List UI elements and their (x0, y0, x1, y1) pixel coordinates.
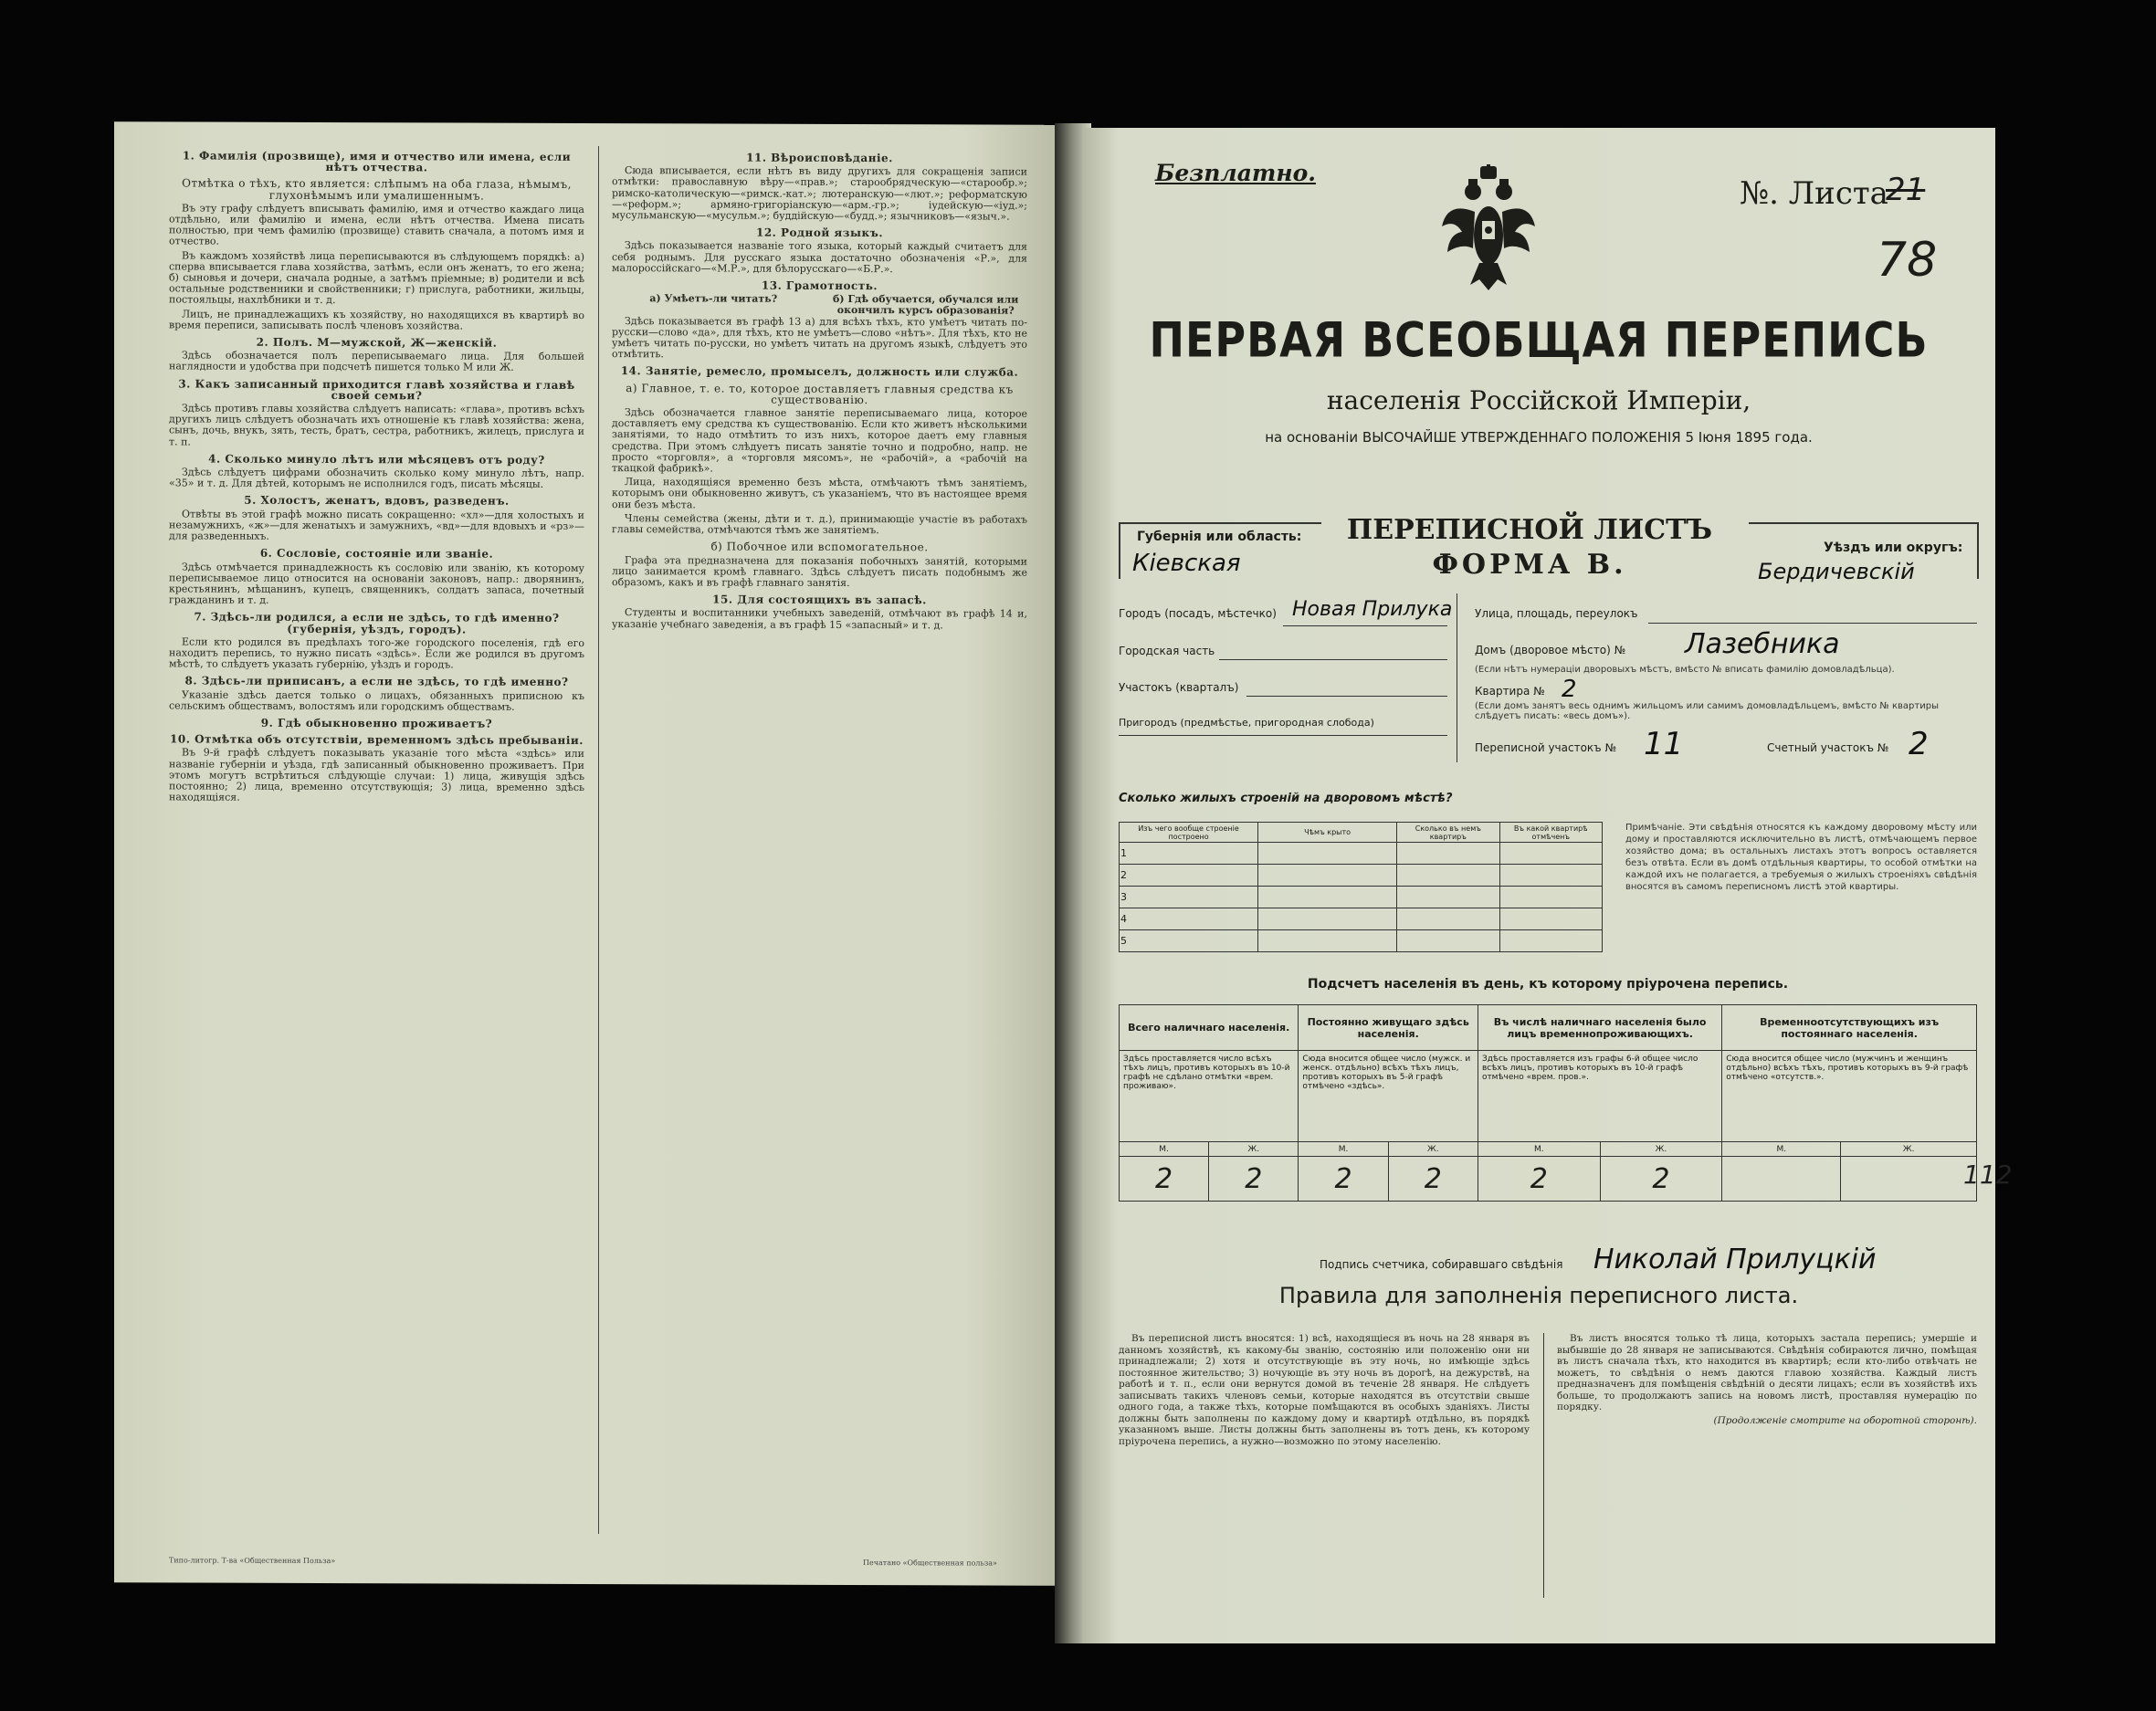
table-cell (1258, 865, 1397, 887)
table-cell (1397, 908, 1499, 930)
document-spread (87, 123, 1995, 1643)
paragraph: Сюда вписывается, если нѣтъ въ виду другихъ для сокращенія записи отмѣтки: православную вѣру—«прав.»; старообрядческую—«старообр.»; римско-католическую—«римск.-кат.»; лютеранскую—«лют.»; реформатскую—«реформ.»; армяно-григоріанскую—«арм.-гр.»; іудейскую—«іуд.»; мусульманскую—«мусульм.»; буддійскую—«будд.»; язычниковъ—«языч.». (612, 164, 1027, 223)
section-heading: 1. Фамилія (прозвище), имя и отчество или имена, если нѣтъ отчества. (182, 149, 572, 174)
paragraph: Здѣсь слѣдуетъ цифрами обозначить сколько кому минуло лѣтъ, напр. «35» и т. д. Для дѣтей, которымъ не исполнился годъ, писать мѣсяцы. (169, 466, 584, 491)
table-cell (1499, 865, 1602, 887)
section-heading: 6. Сословіе, состояніе или званіе. (259, 547, 494, 561)
section-heading: 5. Холостъ, женатъ, вдовъ, разведенъ. (244, 494, 510, 509)
table-header: Сколько въ немъ квартиръ (1397, 823, 1499, 843)
table-cell (1397, 887, 1499, 908)
tally-title: Подсчетъ населенія въ день, къ которому пріурочена перепись. (1307, 977, 1789, 992)
table-cell (1499, 887, 1602, 908)
paragraph: Въ переписной листъ вносятся: 1) всѣ, находящіеся въ ночь на 28 января въ данномъ хозяйствѣ, къ какому-бы званію, состоянію или положенію они ни принадлежали; 2) хотя и отсутствующіе въ эту ночь, но имѣющіе здѣсь постоянное жительство; 3) ночующіе въ эту ночь въ дорогѣ, на дежурствѣ, на работѣ и т. п., если они вернутся домой въ теченіе 28 января. Не слѣдуетъ записывать такихъ членовъ семьи, которые находятся въ отсутствіи свыше одного года, а также тѣхъ, которые помѣщаются въ особыхъ зданіяхъ. Листы должны быть заполнены по каждому дому и квартирѣ отдѣльно, въ порядкѣ указанномъ выше. Листы должны быть заполнены въ тотъ день, къ которому пріурочена перепись, а нужно—возможно по этому населенію. (1119, 1333, 1530, 1447)
tally-table (1119, 1004, 1977, 1202)
counting-district-value: 2 (1909, 726, 1929, 762)
male-column-label: М. (1722, 1142, 1841, 1157)
literacy-subheads (612, 293, 1027, 317)
tally-value (1722, 1157, 1841, 1202)
section-subheading: б) Гдѣ обучается, обучался или окончилъ курсъ образованія? (833, 293, 1019, 318)
section-subheading: а) Умѣетъ-ли читать? (649, 292, 778, 305)
section-heading: 11. Вѣроисповѣданіе. (746, 151, 893, 165)
table-cell: 3 (1120, 887, 1258, 908)
side-annotation: 112 (1963, 1160, 2013, 1190)
table-cell (1499, 930, 1602, 952)
section-heading: 13. Грамотность. (761, 278, 878, 293)
tally-description: Здѣсь проставляется число всѣхъ тѣхъ лицъ, противъ которыхъ въ 10-й графѣ не сдѣлано отмѣтки «врем. проживаю». (1120, 1051, 1299, 1142)
printer-imprint: Печатано «Общественная польза» (863, 1559, 997, 1568)
section-subheading: а) Главное, т. е. то, которое доставляетъ главныя средства къ существованію. (626, 381, 1014, 406)
form-title (1329, 513, 1730, 583)
paragraph: Если кто родился въ предѣлахъ того-же городского поселенія, гдѣ его находитъ перепись, то нужно писать «здѣсь». Если же родился въ другомъ мѣстѣ, то слѣдуетъ указать губернію, уѣздъ и городъ. (169, 635, 584, 671)
left-column-2 (612, 146, 1027, 634)
section-heading: 7. Здѣсь-ли родился, а если не здѣсь, то гдѣ именно? (губернія, уѣздъ, городъ). (194, 610, 560, 636)
printer-imprint: Типо-литогр. Т-ва «Общественная Польза» (169, 1556, 336, 1566)
sheet-number-label: №. Листа (1740, 175, 1888, 212)
tally-value: 2 (1388, 1157, 1478, 1202)
section-heading: 3. Какъ записанный приходится главѣ хозяйства и главѣ своей семьи? (178, 377, 575, 403)
house-label: Домъ (дворовое мѣсто) № (1475, 644, 1626, 656)
section-heading: 10. Отмѣтка объ отсутствіи, временномъ здѣсь пребываніи. (170, 732, 584, 748)
double-headed-eagle-icon (1438, 164, 1539, 292)
continuation-note: (Продолженіе смотрите на оборотной сторонѣ). (1713, 1414, 1977, 1426)
census-district-value: 11 (1644, 726, 1684, 762)
section-heading: 15. Для состоящихъ въ запасѣ. (712, 593, 927, 607)
house-value: Лазебника (1685, 628, 1840, 660)
tally-value: 2 (1120, 1157, 1209, 1202)
table-header: Въ какой квартирѣ отмѣченъ (1499, 823, 1602, 843)
city-part-label: Городская часть (1119, 645, 1215, 657)
signature-label: Подпись счетчика, собиравшаго свѣдѣнія (1320, 1258, 1563, 1271)
paragraph: Здѣсь отмѣчается принадлежность къ сословію или званію, къ которому переписываемое лицо относится на основаніи законовъ, напр.: дворянинъ, крестьянинъ, мѣщанинъ, купецъ, священникъ, солдатъ запаса, почетный гражданинъ и т. д. (169, 560, 584, 606)
tally-description: Сюда вносится общее число (мужчинъ и женщинъ отдѣльно) всѣхъ тѣхъ, противъ которыхъ въ 9-й графѣ отмѣчено «отсутств.». (1722, 1051, 1977, 1142)
paragraph: Здѣсь противъ главы хозяйства слѣдуетъ написать: «глава», противъ всѣхъ другихъ лицъ слѣдуетъ обозначать ихъ отношеніе къ главѣ хозяйства: жена, сынъ, дочь, внукъ, зять, тесть, братъ, сестра, работникъ, жилецъ, прислуга и т. п. (169, 402, 584, 448)
tally-description: Сюда вносится общее число (мужск. и женск. отдѣльно) всѣхъ тѣхъ лицъ, противъ которыхъ въ 5-й графѣ отмѣчено «здѣсь». (1299, 1051, 1478, 1142)
table-cell (1397, 930, 1499, 952)
tally-value: 2 (1478, 1157, 1600, 1202)
apartment-label: Квартира № (1475, 685, 1545, 698)
column-divider (598, 146, 599, 1534)
province-value: Кіевская (1132, 550, 1241, 577)
section-heading: 2. Полъ. М—мужской, Ж—женскій. (256, 335, 498, 350)
town-label: Городъ (посадъ, мѣстечко) (1119, 607, 1277, 620)
paragraph: Лица, находящіяся временно безъ мѣста, отмѣчаютъ тѣмъ занятіемъ, которымъ они обыкновенно живутъ, съ указаніемъ, что въ настоящее время они безъ мѣста. (612, 476, 1027, 511)
table-cell (1499, 908, 1602, 930)
apartment-note: (Если домъ занятъ весь однимъ жильцомъ или самимъ домовладѣльцемъ, вмѣсто № квартиры слѣдуетъ писать: «весь домъ»). (1475, 701, 1939, 721)
tally-value: 2 (1299, 1157, 1388, 1202)
tally-value: 2 (1600, 1157, 1722, 1202)
table-cell (1258, 930, 1397, 952)
district-label: Уѣздъ или округъ: (1824, 541, 1963, 555)
underline (1119, 735, 1447, 736)
table-cell: 1 (1120, 843, 1258, 865)
paragraph: Здѣсь показывается названіе того языка, который каждый считаетъ для себя роднымъ. Для русскаго языка достаточно обозначенія «Р.», для малороссійскаго—«М.Р.», для бѣлорусскаго—«Б.Р.». (612, 239, 1027, 275)
tally-header: Постоянно живущаго здѣсь населенія. (1299, 1005, 1478, 1051)
section-heading: Отмѣтка о тѣхъ, кто является: слѣпымъ на оба глаза, нѣмымъ, глухонѣмымъ или умалишеннымъ. (182, 176, 572, 203)
house-note: (Если нѣтъ нумераціи дворовыхъ мѣстъ, вмѣсто № вписать фамилію домовладѣльца). (1475, 665, 1895, 675)
counting-district-label: Счетный участокъ № (1767, 741, 1889, 754)
sheet-number-handwritten: 78 (1877, 233, 1938, 288)
female-column-label: Ж. (1209, 1142, 1299, 1157)
paragraph: Члены семейства (жены, дѣти и т. д.), принимающіе участіе въ работахъ главы семейства, отмѣчаются тѣмъ же занятіемъ. (612, 512, 1027, 537)
section-heading: 9. Гдѣ обыкновенно проживаетъ? (260, 716, 493, 730)
rules-column-2 (1557, 1333, 1977, 1428)
district-value: Бердичевскій (1758, 559, 1915, 584)
buildings-question: Сколько жилыхъ строеній на дворовомъ мѣстѣ? (1119, 792, 1453, 805)
document-subtitle: населенія Россійской Имперіи, (1326, 385, 1751, 415)
tally-description: Здѣсь проставляется изъ графы 6-й общее число всѣхъ лицъ, противъ которыхъ въ 10-й графѣ отмѣчено «врем. пров.». (1478, 1051, 1721, 1142)
tally-header: Въ числѣ наличнаго населенія было лицъ временнопроживающихъ. (1478, 1005, 1721, 1051)
form-title-line1: ПЕРЕПИСНОЙ ЛИСТЪ (1346, 514, 1713, 546)
male-column-label: М. (1299, 1142, 1388, 1157)
section-subheading: б) Побочное или вспомогательное. (710, 540, 929, 554)
table-cell (1397, 843, 1499, 865)
underline (1283, 625, 1447, 626)
table-cell (1258, 843, 1397, 865)
legal-basis: на основаніи ВЫСОЧАЙШЕ УТВЕРЖДЕННАГО ПОЛОЖЕНІЯ 5 Іюня 1895 года. (1265, 429, 1813, 446)
street-label: Улица, площадь, переулокъ (1475, 607, 1638, 620)
underline (1219, 659, 1447, 660)
left-page (114, 121, 1059, 1586)
underline (1648, 623, 1977, 624)
suburb-label: Пригородъ (предмѣстье, пригородная слобода) (1119, 717, 1374, 729)
paragraph: Въ каждомъ хозяйствѣ лица переписываются въ слѣдующемъ порядкѣ: а) сперва вписывается глава хозяйства, затѣмъ, если онъ женатъ, то его жена; б) сыновья и дочери, сначала родные, а затѣмъ пріемные; в) родители и всѣ остальные родственники и свойственники; г) прислуга, работники, жильцы, постояльцы, нахлѣбники и т. д. (169, 249, 584, 307)
signature-value: Николай Прилуцкій (1593, 1244, 1877, 1275)
table-header: Чѣмъ крыто (1258, 823, 1397, 843)
paragraph: Графа эта предназначена для показанія побочныхъ занятій, которыми лицо занимается кромѣ главнаго. Здѣсь слѣдуетъ писать подобнымъ же образомъ, какъ и въ графѣ главнаго занятія. (612, 553, 1027, 589)
town-value: Новая Прилука (1292, 598, 1453, 621)
form-title-line2: ФОРМА В. (1432, 549, 1627, 581)
free-stamp: Безплатно. (1155, 160, 1316, 186)
paragraph: Здѣсь обозначается главное занятіе переписываемаго лица, которое доставляетъ ему средства къ существованію. Если кто живетъ нѣсколькими занятіями, то надо отмѣтить то изъ нихъ, которое даетъ ему главныя средства. При этомъ слѣдуетъ писать занятіе точно и подробно, напр. не просто «торговля», а «торговля мясомъ», не «рабочій», а «рабочій на ткацкой фабрикѣ». (612, 406, 1027, 475)
female-column-label: Ж. (1388, 1142, 1478, 1157)
buildings-note: Примѣчаніе. Эти свѣдѣнія относятся къ каждому дворовому мѣсту или дому и проставляются исключительно въ листѣ, отмѣчающемъ первое хозяйство дома; въ остальныхъ листахъ этотъ вопросъ оставляется безъ отвѣта. Если въ домѣ отдѣльныя квартиры, то особой отмѣтки на каждой ихъ не полагается, а требуемыя о жилыхъ строеніяхъ свѣдѣнія вносятся въ самомъ переписномъ листѣ этой квартиры. (1625, 823, 1977, 892)
table-cell: 5 (1120, 930, 1258, 952)
tally-value (1841, 1157, 1977, 1202)
rules-column-1 (1119, 1333, 1530, 1449)
male-column-label: М. (1478, 1142, 1600, 1157)
paragraph: Студенты и воспитанники учебныхъ заведеній, отмѣчают въ графѣ 14 и, указаніе учебнаго заведенія, а въ графѣ 15 «запасный» и т. д. (612, 606, 1027, 631)
right-page (1082, 128, 1995, 1643)
tally-value: 2 (1209, 1157, 1299, 1202)
section-heading: 4. Сколько минуло лѣтъ или мѣсяцевъ отъ роду? (208, 452, 545, 467)
left-column-1 (169, 144, 584, 807)
underline (1246, 696, 1447, 697)
buildings-table (1119, 822, 1603, 952)
table-cell (1499, 843, 1602, 865)
paragraph: Отвѣты въ этой графѣ можно писать сокращенно: «хл»—для холостыхъ и незамужнихъ, «ж»—для женатыхъ и замужнихъ, «вд»—для вдовыхъ и «рз»—для разведенныхъ. (169, 508, 584, 542)
female-column-label: Ж. (1600, 1142, 1722, 1157)
paragraph: Въ листъ вносятся только тѣ лица, которыхъ застала перепись; умершіе и выбывшіе до 28 января не записываются. Свѣдѣнія собираются лично, помѣщая въ листъ сначала тѣхъ, кто находится въ квартирѣ; если кто-либо отвѣчать не можетъ, то свѣдѣнія о немъ даются главою хозяйства. Каждый листъ предназначенъ для помѣщенія свѣдѣній о десяти лицахъ; если въ хозяйствѣ ихъ больше, то продолжаютъ запись на новомъ листѣ, проставляя нумерацію по порядку. (1557, 1333, 1977, 1412)
paragraph: Въ эту графу слѣдуетъ вписывать фамилію, имя и отчество каждаго лица отдѣльно, или фамилію и имена, если нѣтъ отчества. Имена писать полностью, при чемъ фамилію (прозвище) ставить сначала, а потомъ имя и отчество. (169, 202, 584, 248)
table-cell (1258, 908, 1397, 930)
tally-header: Временноотсутствующихъ изъ постояннаго населенія. (1722, 1005, 1977, 1051)
section-heading: 12. Родной языкъ. (755, 226, 884, 240)
paragraph: Въ 9-й графѣ слѣдуетъ показывать указаніе того мѣста «здѣсь» или названіе губерніи и уѣзда, гдѣ записанный обыкновенно проживаетъ. При этомъ могутъ встрѣтиться слѣдующіе случаи: 1) лица, живущія здѣсь постоянно; 2) лица, временно отсутствующія; 3) лица, временно здѣсь находящіяся. (169, 746, 584, 803)
table-cell: 4 (1120, 908, 1258, 930)
section-heading: 14. Занятіе, ремесло, промыселъ, должность или служба. (620, 364, 1019, 380)
census-district-label: Переписной участокъ № (1475, 741, 1616, 754)
rules-title: Правила для заполненія переписного листа. (1278, 1283, 1799, 1308)
table-cell (1258, 887, 1397, 908)
column-divider (1543, 1333, 1544, 1598)
paragraph: Здѣсь обозначается полъ переписываемаго лица. Для большей наглядности и удобства при подсчетѣ пишется только М или Ж. (169, 349, 584, 374)
paragraph: Здѣсь показывается въ графѣ 13 а) для всѣхъ тѣхъ, кто умѣетъ читать по-русски—слово «да», для тѣхъ, кто не умѣетъ—слово «нѣтъ». Для тѣхъ, кто не умѣетъ читать по-русски, но умѣетъ читать на другомъ языкѣ, слѣдуетъ это отмѣтить. (612, 314, 1027, 361)
female-column-label: Ж. (1841, 1142, 1977, 1157)
document-title: ПЕРВАЯ ВСЕОБЩАЯ ПЕРЕПИСЬ (1149, 310, 1929, 369)
apartment-value: 2 (1562, 676, 1577, 703)
sheet-number-crossed: 21 (1886, 172, 1926, 208)
table-header: Изъ чего вообще строеніе построено (1120, 823, 1258, 843)
male-column-label: М. (1120, 1142, 1209, 1157)
section-label: Участокъ (кварталъ) (1119, 681, 1239, 694)
table-cell: 2 (1120, 865, 1258, 887)
table-cell (1397, 865, 1499, 887)
section-heading: 8. Здѣсь-ли приписанъ, а если не здѣсь, то гдѣ именно? (184, 674, 569, 689)
paragraph: Лицъ, не принадлежащихъ къ хозяйству, но находящихся въ квартирѣ во время переписи, записывать послѣ членовъ хозяйства. (169, 308, 584, 332)
paragraph: Указаніе здѣсь дается только о лицахъ, обязанныхъ приписною къ сельскимъ обществамъ, волостямъ или городскимъ обществамъ. (169, 688, 584, 713)
province-label: Губернія или область: (1137, 530, 1302, 544)
tally-header: Всего наличнаго населенія. (1120, 1005, 1299, 1051)
